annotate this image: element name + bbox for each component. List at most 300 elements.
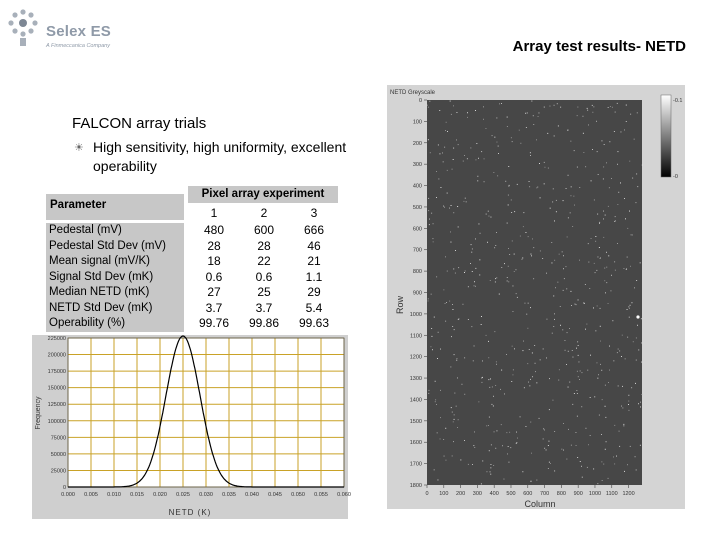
noise-pixel: [507, 117, 508, 118]
noise-pixel: [516, 269, 517, 270]
noise-pixel: [573, 196, 574, 197]
noise-pixel: [640, 402, 641, 403]
noise-pixel: [455, 250, 456, 251]
noise-pixel: [588, 125, 589, 126]
noise-pixel: [563, 200, 564, 201]
row-axis-label: Row: [395, 295, 405, 315]
noise-pixel: [462, 384, 463, 385]
noise-pixel: [489, 417, 490, 418]
noise-pixel: [581, 466, 582, 467]
noise-pixel: [516, 293, 517, 294]
noise-pixel: [437, 432, 438, 433]
noise-pixel: [584, 303, 585, 304]
noise-pixel: [444, 147, 445, 148]
noise-pixel: [455, 273, 456, 274]
noise-pixel: [543, 428, 544, 429]
greyscale-image: [427, 100, 642, 485]
noise-pixel: [468, 286, 469, 287]
noise-pixel: [571, 291, 572, 292]
noise-pixel: [533, 247, 534, 248]
col-tick-label: 1200: [622, 491, 635, 497]
noise-pixel: [619, 431, 620, 432]
noise-pixel: [481, 151, 482, 152]
noise-pixel: [532, 353, 533, 354]
noise-pixel: [557, 103, 558, 104]
noise-pixel: [494, 247, 495, 248]
row-label: Signal Std Dev (mK): [49, 270, 154, 283]
noise-pixel: [446, 302, 447, 303]
noise-pixel: [550, 208, 551, 209]
row-values: [190, 223, 338, 332]
noise-pixel: [490, 467, 491, 468]
noise-pixel: [526, 127, 527, 128]
y-tick-label: 225000: [47, 336, 66, 342]
noise-pixel: [629, 317, 630, 318]
table-cell: 99.86: [248, 316, 280, 330]
noise-pixel: [451, 242, 452, 243]
noise-pixel: [440, 390, 441, 391]
panel-title: NETD Greyscale: [390, 90, 436, 96]
noise-pixel: [486, 214, 487, 215]
noise-pixel: [509, 462, 510, 463]
col-tick-label: 900: [573, 491, 583, 497]
noise-pixel: [525, 303, 526, 304]
noise-pixel: [608, 382, 609, 383]
table-cell: 29: [307, 285, 321, 299]
noise-pixel: [429, 224, 430, 225]
noise-pixel: [568, 351, 569, 352]
noise-pixel: [623, 425, 624, 426]
noise-pixel: [544, 107, 545, 108]
noise-pixel: [433, 238, 434, 239]
noise-pixel: [596, 121, 597, 122]
noise-pixel: [544, 162, 545, 163]
noise-pixel: [475, 239, 476, 240]
noise-pixel: [634, 287, 635, 288]
noise-pixel: [563, 290, 564, 291]
noise-pixel: [577, 371, 578, 372]
noise-pixel: [603, 211, 604, 212]
noise-pixel: [605, 406, 606, 407]
noise-pixel: [555, 287, 556, 288]
noise-pixel: [457, 112, 458, 113]
noise-pixel: [435, 381, 436, 382]
noise-pixel: [524, 387, 525, 388]
noise-pixel: [433, 223, 434, 224]
noise-pixel: [509, 185, 510, 186]
noise-pixel: [516, 443, 517, 444]
noise-pixel: [614, 464, 615, 465]
row-label: Operability (%): [49, 317, 126, 329]
noise-pixel: [491, 217, 492, 218]
noise-pixel: [560, 325, 561, 326]
noise-pixel: [583, 116, 584, 117]
noise-pixel: [552, 202, 553, 203]
noise-pixel: [468, 464, 469, 465]
noise-pixel: [612, 107, 613, 108]
noise-pixel: [471, 252, 472, 253]
y-tick-label: 100000: [47, 418, 66, 425]
noise-pixel: [609, 370, 610, 371]
noise-pixel: [431, 213, 432, 214]
noise-pixel: [546, 450, 547, 451]
noise-pixel: [627, 464, 628, 465]
noise-pixel: [609, 346, 610, 347]
col-tick-label: 400: [489, 491, 499, 497]
noise-pixel: [473, 360, 474, 361]
noise-pixel: [454, 419, 455, 420]
noise-pixel: [453, 441, 454, 442]
noise-pixel: [472, 249, 473, 250]
noise-pixel: [590, 355, 591, 356]
noise-pixel: [432, 336, 433, 337]
noise-pixel: [494, 431, 495, 432]
noise-pixel: [531, 254, 532, 255]
noise-pixel: [636, 174, 637, 175]
noise-pixel: [556, 211, 557, 212]
noise-pixel: [577, 341, 578, 342]
noise-pixel: [513, 286, 514, 287]
noise-pixel: [540, 359, 541, 360]
noise-pixel: [514, 211, 515, 212]
table-row: [190, 239, 338, 255]
noise-pixel: [531, 255, 532, 256]
noise-pixel: [489, 387, 490, 388]
y-tick-label: 25000: [50, 468, 66, 475]
noise-pixel: [629, 308, 630, 309]
noise-pixel: [492, 135, 493, 136]
row-tick-label: 900: [412, 290, 422, 297]
noise-pixel: [630, 114, 631, 115]
noise-pixel: [428, 301, 429, 302]
row-label: NETD Std Dev (mK): [49, 301, 153, 314]
noise-pixel: [520, 416, 521, 417]
noise-pixel: [605, 449, 606, 450]
noise-pixel: [445, 428, 446, 429]
noise-pixel: [602, 140, 603, 141]
noise-pixel: [622, 408, 623, 409]
noise-pixel: [451, 407, 452, 408]
noise-pixel: [592, 149, 593, 150]
noise-pixel: [604, 144, 605, 145]
netd-greyscale-panel: [387, 85, 685, 509]
noise-pixel: [571, 445, 572, 446]
row-label: Pedestal (mV): [49, 224, 122, 236]
noise-pixel: [453, 421, 454, 422]
noise-pixel: [481, 316, 482, 317]
table-cell: 25: [257, 285, 271, 299]
noise-pixel: [512, 241, 513, 242]
noise-pixel: [544, 448, 545, 449]
noise-pixel: [508, 186, 509, 187]
noise-pixel: [464, 155, 465, 156]
noise-pixel: [528, 303, 529, 304]
noise-pixel: [449, 301, 450, 302]
noise-pixel: [474, 432, 475, 433]
noise-pixel: [597, 151, 598, 152]
noise-pixel: [507, 281, 508, 282]
noise-pixel: [497, 142, 498, 143]
noise-pixel: [453, 309, 454, 310]
table-cell: 600: [253, 223, 275, 237]
noise-pixel: [548, 168, 549, 169]
col-tick-label: 500: [506, 491, 516, 497]
noise-pixel: [527, 113, 528, 114]
noise-pixel: [530, 422, 531, 423]
noise-pixel: [517, 184, 518, 185]
noise-pixel: [640, 262, 641, 263]
noise-pixel: [490, 471, 491, 472]
noise-pixel: [436, 276, 437, 277]
noise-pixel: [617, 204, 618, 205]
noise-pixel: [488, 425, 489, 426]
noise-pixel: [538, 116, 539, 117]
table-row: [190, 316, 338, 332]
noise-pixel: [570, 141, 571, 142]
noise-pixel: [458, 419, 459, 420]
table-cell: 21: [307, 254, 321, 268]
noise-pixel: [619, 351, 620, 352]
noise-pixel: [526, 426, 527, 427]
noise-pixel: [553, 326, 554, 327]
noise-pixel: [498, 153, 499, 154]
noise-pixel: [479, 224, 480, 225]
col-tick-label: 700: [539, 491, 550, 497]
noise-pixel: [511, 200, 512, 201]
noise-pixel: [509, 254, 510, 255]
noise-pixel: [453, 105, 454, 106]
noise-pixel: [611, 178, 612, 179]
noise-pixel: [558, 380, 559, 381]
noise-pixel: [475, 268, 476, 269]
noise-pixel: [564, 278, 565, 279]
noise-pixel: [577, 416, 578, 417]
noise-pixel: [577, 115, 578, 116]
bullet-text: High sensitivity, high uniformity, excellent operability: [93, 139, 347, 174]
table-cell: 28: [257, 238, 271, 253]
row-label: Mean signal (mV/K): [49, 255, 150, 267]
noise-pixel: [532, 376, 533, 377]
noise-pixel: [477, 180, 478, 181]
noise-pixel: [604, 280, 605, 281]
noise-pixel: [566, 266, 567, 267]
noise-pixel: [452, 456, 453, 457]
noise-pixel: [543, 439, 544, 440]
noise-pixel: [519, 130, 520, 131]
noise-pixel: [429, 390, 430, 391]
noise-pixel: [637, 112, 638, 113]
noise-pixel: [453, 148, 454, 149]
noise-pixel: [579, 187, 580, 188]
noise-pixel: [452, 169, 453, 170]
noise-pixel: [638, 403, 639, 404]
noise-pixel: [452, 412, 453, 413]
x-tick-label: 0.025: [176, 492, 190, 498]
noise-pixel: [574, 393, 575, 394]
noise-pixel: [489, 450, 490, 451]
noise-pixel: [626, 105, 627, 106]
noise-pixel: [540, 197, 541, 198]
table-cell: 99.63: [298, 316, 330, 330]
selex-logo-icon: [4, 4, 42, 50]
noise-pixel: [483, 106, 484, 107]
noise-pixel: [559, 254, 560, 255]
noise-pixel: [544, 183, 545, 184]
noise-pixel: [495, 385, 496, 386]
noise-pixel: [625, 218, 626, 219]
row-tick-label: 600: [412, 226, 422, 233]
col-tick-label: 100: [439, 491, 449, 497]
noise-pixel: [578, 300, 579, 301]
noise-pixel: [474, 285, 475, 286]
noise-pixel: [490, 474, 491, 475]
table-row: [190, 301, 338, 317]
noise-pixel: [638, 350, 639, 351]
noise-pixel: [641, 343, 642, 344]
noise-pixel: [467, 158, 468, 159]
noise-pixel: [496, 364, 497, 365]
noise-pixel: [568, 429, 569, 430]
noise-pixel: [444, 207, 445, 208]
noise-pixel: [543, 349, 544, 350]
noise-pixel: [566, 188, 567, 189]
noise-pixel: [546, 358, 547, 359]
noise-pixel: [473, 445, 474, 446]
noise-pixel: [590, 435, 591, 436]
noise-pixel: [537, 187, 538, 188]
column-number: 1: [210, 206, 218, 220]
noise-pixel: [583, 133, 584, 134]
noise-pixel: [581, 406, 582, 407]
noise-pixel: [571, 195, 572, 196]
noise-pixel: [614, 131, 615, 132]
noise-pixel: [574, 205, 575, 206]
table-cell: 1.1: [305, 269, 323, 284]
parameter-header: Parameter: [46, 194, 184, 220]
histogram-plot: [32, 335, 351, 519]
noise-pixel: [594, 200, 595, 201]
column-axis-label: Column: [524, 499, 556, 509]
noise-pixel: [497, 175, 498, 176]
noise-pixel: [559, 369, 560, 370]
noise-pixel: [613, 457, 614, 458]
noise-pixel: [453, 159, 454, 160]
noise-pixel: [624, 268, 625, 269]
noise-pixel: [641, 362, 642, 363]
row-tick-label: 1400: [409, 397, 422, 404]
pixel-array-header: Pixel array experiment: [188, 186, 338, 203]
noise-pixel: [478, 158, 479, 159]
noise-pixel: [569, 328, 570, 329]
noise-pixel: [595, 272, 596, 273]
noise-pixel: [618, 349, 619, 350]
noise-pixel: [605, 417, 606, 418]
noise-pixel: [501, 103, 502, 104]
noise-pixel: [577, 167, 578, 168]
x-tick-label: 0.050: [291, 492, 305, 498]
noise-pixel: [445, 321, 446, 322]
noise-pixel: [476, 143, 477, 144]
noise-pixel: [529, 349, 530, 350]
noise-pixel: [506, 432, 507, 433]
noise-pixel: [612, 320, 613, 321]
noise-pixel: [550, 106, 551, 107]
noise-pixel: [608, 206, 609, 207]
noise-pixel: [551, 242, 552, 243]
column-number: 3: [310, 206, 318, 220]
noise-pixel: [528, 382, 529, 383]
noise-pixel: [586, 428, 587, 429]
noise-pixel: [488, 379, 489, 380]
noise-pixel: [438, 332, 439, 333]
noise-pixel: [428, 107, 429, 108]
noise-pixel: [458, 144, 459, 145]
noise-pixel: [506, 354, 507, 355]
noise-pixel: [499, 294, 500, 295]
noise-pixel: [615, 216, 616, 217]
noise-pixel: [626, 268, 627, 269]
noise-pixel: [576, 304, 577, 305]
noise-pixel: [511, 137, 512, 138]
noise-pixel: [549, 378, 550, 379]
table-row: [190, 285, 338, 301]
noise-pixel: [597, 483, 598, 484]
noise-pixel: [504, 263, 505, 264]
noise-pixel: [563, 450, 564, 451]
noise-pixel: [491, 464, 492, 465]
col-tick-label: 1000: [588, 491, 602, 497]
noise-pixel: [608, 478, 609, 479]
noise-pixel: [431, 346, 432, 347]
noise-pixel: [445, 130, 446, 131]
noise-pixel: [482, 361, 483, 362]
noise-pixel: [507, 126, 508, 127]
noise-pixel: [554, 319, 555, 320]
noise-pixel: [582, 477, 583, 478]
noise-pixel: [432, 349, 433, 350]
netd-greyscale-image: [387, 85, 685, 509]
noise-pixel: [588, 262, 589, 263]
row-tick-label: 1800: [409, 483, 422, 489]
noise-pixel: [587, 370, 588, 371]
noise-pixel: [474, 447, 475, 448]
noise-pixel: [499, 103, 500, 104]
x-tick-label: 0.045: [268, 492, 282, 498]
noise-pixel: [603, 219, 604, 220]
row-tick-label: 1600: [409, 440, 422, 447]
noise-pixel: [508, 195, 509, 196]
noise-pixel: [453, 212, 454, 213]
y-tick-label: 200000: [47, 352, 66, 359]
table-cell: 3.7: [255, 300, 273, 315]
noise-pixel: [516, 432, 517, 433]
noise-pixel: [491, 444, 492, 445]
noise-pixel: [452, 326, 453, 327]
noise-pixel: [507, 454, 508, 455]
noise-pixel: [440, 417, 441, 418]
noise-pixel: [479, 259, 480, 260]
noise-pixel: [507, 277, 508, 278]
noise-pixel: [549, 462, 550, 463]
y-tick-label: 0: [62, 485, 66, 491]
row-tick-label: 100: [412, 119, 422, 126]
noise-pixel: [453, 269, 454, 270]
noise-pixel: [573, 357, 574, 358]
noise-pixel: [640, 445, 641, 446]
noise-pixel: [501, 267, 502, 268]
section-title: FALCON array trials: [72, 115, 207, 132]
noise-pixel: [512, 346, 513, 347]
